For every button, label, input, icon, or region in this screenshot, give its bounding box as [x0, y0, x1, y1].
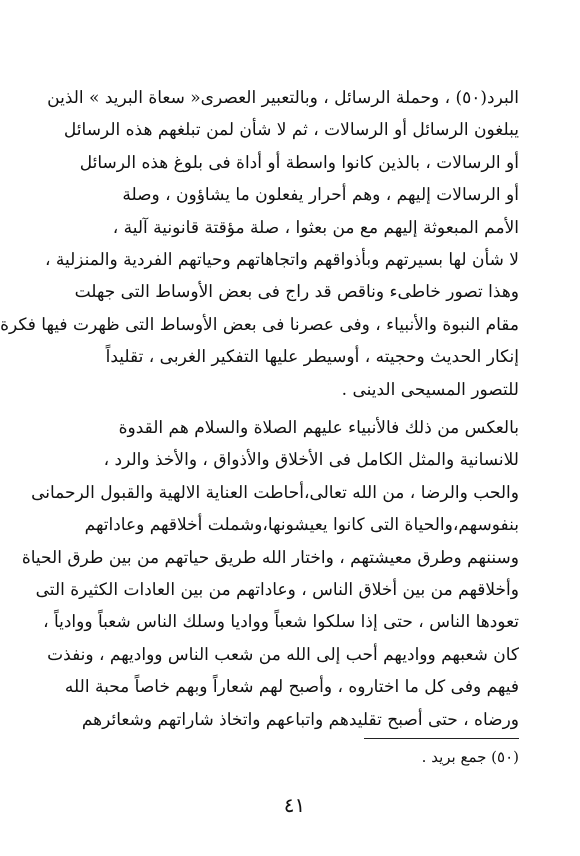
text-line: بنفوسهم،والحياة التى كانوا يعيشونها،وشملت أخلاقهم وعاداتهم — [84, 515, 519, 536]
text-line: أو الرسالات ، بالذين كانوا واسطة أو أداة فى بلوغ هذه الرسائل — [79, 152, 519, 173]
text-line: مقام النبوة والأنبياء ، وفى عصرنا فى بعض الأوساط التى ظهرت فيها فكرة — [0, 314, 519, 335]
text-line: فيهم وفى كل ما اختاروه ، وأصبح لهم شعاراً وبهم خاصاً محبة الله — [64, 677, 519, 698]
text-line: أو الرسالات إليهم ، وهم أحرار يفعلون ما يشاؤون ، وصلة — [122, 185, 519, 206]
text-line: الأمم المبعوثة إليهم مع من بعثوا ، صلة مؤقتة قانونية آلية ، — [112, 217, 519, 238]
page-number: ٤١ — [283, 793, 306, 817]
text-line: البرد(٥٠) ، وحملة الرسائل ، وبالتعبير العصرى« سعاة البريد » الذين — [47, 88, 519, 108]
text-line: وسننهم وطرق معيشتهم ، واختار الله طريق حياتهم من بين طرق الحياة — [21, 547, 519, 568]
text-line: لا شأن لها بسيرتهم وبأذواقهم واتجاهاتهم وحياتهم الفردية والمنزلية ، — [44, 249, 519, 270]
paragraph-1 — [0, 82, 519, 406]
text-line: وأخلاقهم من بين أخلاق الناس ، وعاداتهم من بين العادات الكثيرة التى — [35, 579, 519, 600]
footnote-divider — [364, 738, 519, 739]
text-line: وهذا تصور خاطىء وناقص قد راج فى بعض الأوساط التى جهلت — [74, 282, 519, 303]
footnote: (٥٠) جمع بريد . — [421, 748, 519, 766]
text-line: للتصور المسيحى الدينى . — [341, 379, 519, 400]
text-line: للانسانية والمثل الكامل فى الأخلاق والأذواق ، والأخذ والرد ، — [103, 450, 519, 471]
text-line: تعودها الناس ، حتى إذا سلكوا شعباً وواديا وسلك الناس شعباً ووادياً ، — [43, 612, 519, 633]
text-line: والحب والرضا ، من الله تعالى،أحاطت العناية الالهية والقبول الرحمانى — [31, 482, 519, 503]
text-line: ورضاه ، حتى أصبح تقليدهم واتباعهم واتخاذ شاراتهم وشعائرهم — [81, 709, 519, 730]
paragraph-2 — [21, 412, 519, 736]
text-line: كان شعبهم وواديهم أحب إلى الله من شعب الناس وواديهم ، ونفذت — [47, 644, 519, 665]
text-line: بالعكس من ذلك فالأنبياء عليهم الصلاة والسلام هم القدوة — [118, 418, 519, 438]
text-line: إنكار الحديث وحجيته ، أوسيطر عليها التفكير الغربى ، تقليداً — [105, 347, 519, 368]
text-line: يبلغون الرسائل أو الرسالات ، ثم لا شأن لمن تبلغهم هذه الرسائل — [63, 120, 519, 141]
